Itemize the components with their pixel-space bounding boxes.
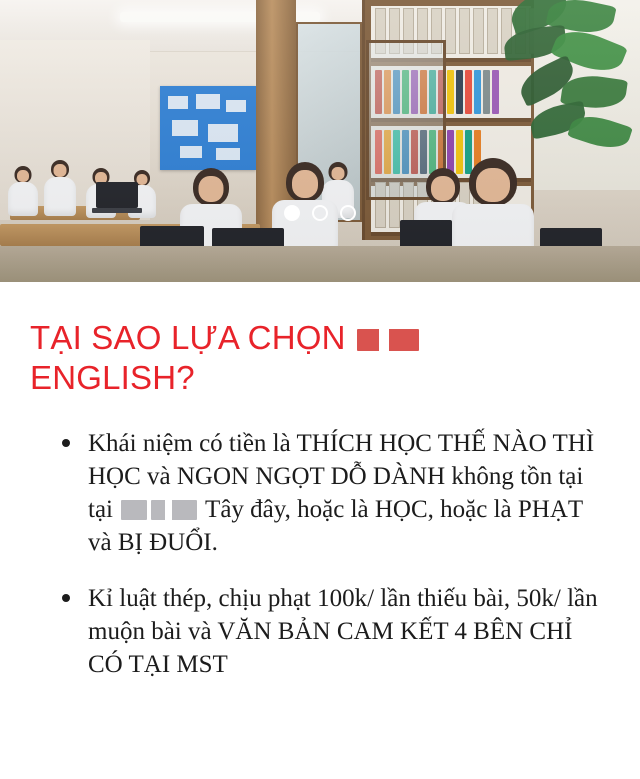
headline-text-part1: TẠI SAO LỰA CHỌN: [30, 319, 355, 356]
carousel-dot-3[interactable]: [340, 205, 356, 221]
article-content: [0, 282, 640, 681]
person: [8, 166, 38, 216]
redacted-word-1: [121, 500, 147, 520]
laptop: [96, 182, 138, 208]
list-item: [88, 427, 610, 560]
bullet-1-text-part2: Tây đây, hoặc là HỌC, hoặc là PHẠT và BỊ ĐUỔI.: [88, 496, 583, 557]
redacted-word-2: [151, 500, 197, 520]
hero-photo: [0, 0, 640, 282]
carousel-dot-2[interactable]: [312, 205, 328, 221]
carousel-dot-1[interactable]: [284, 205, 300, 221]
person: [44, 160, 76, 216]
bullet-list: [30, 427, 610, 682]
floor: [0, 246, 640, 282]
list-item: [88, 582, 610, 682]
headline-text-part2: ENGLISH?: [30, 359, 195, 397]
redacted-brand-logo: [357, 329, 419, 351]
potted-plant: [500, 0, 640, 174]
page-title: [30, 318, 610, 399]
blue-whiteboard: [160, 86, 256, 170]
carousel-dots[interactable]: [284, 205, 356, 221]
bullet-1-text-part1: Khái niệm có tiền là THÍCH HỌC THẾ NÀO THÌ HỌC và NGON NGỌT DỖ DÀNH không tồn tại tại: [88, 429, 595, 523]
bullet-2-text: Kỉ luật thép, chịu phạt 100k/ lần thiếu bài, 50k/ lần muộn bài và VĂN BẢN CAM KẾT 4 BÊN CHỈ CÓ TẠI MST: [88, 584, 598, 678]
